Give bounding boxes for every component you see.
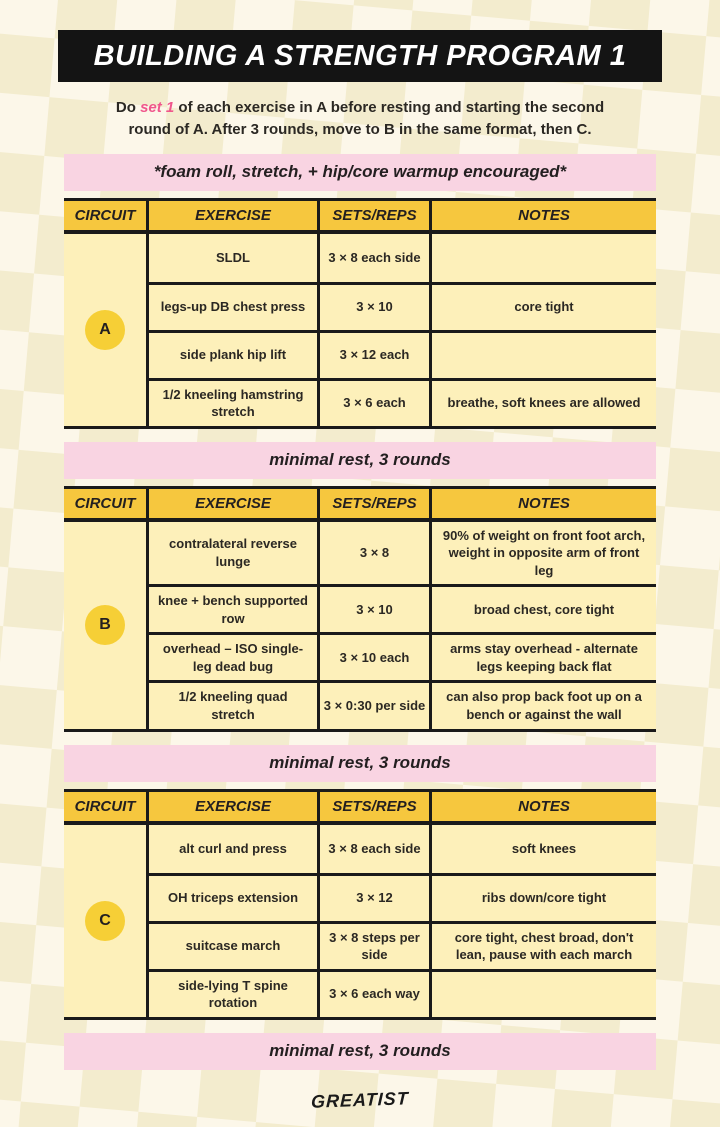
footer <box>64 1087 656 1112</box>
column-header-circuit: CIRCUIT <box>64 489 146 522</box>
intro-text <box>95 97 625 141</box>
column-header-notes: NOTES <box>429 792 656 825</box>
notes-cell: breathe, soft knees are allowed <box>429 378 656 426</box>
exercise-cell: contralateral reverse lunge <box>146 522 317 585</box>
notes-cell: 90% of weight on front foot arch, weight in opposite arm of front leg <box>429 522 656 585</box>
column-header-circuit: CIRCUIT <box>64 792 146 825</box>
intro-prefix: Do <box>115 99 141 116</box>
sets-reps-cell: 3 × 6 each way <box>317 969 429 1017</box>
rest-banner-text: minimal rest, 3 rounds <box>269 1041 451 1061</box>
warmup-banner-text: *foam roll, stretch, + hip/core warmup encouraged* <box>153 162 567 181</box>
notes-cell: core tight, chest broad, don't lean, pause with each march <box>429 921 656 969</box>
column-header-notes: NOTES <box>429 201 656 234</box>
circuit-b-cell <box>64 522 146 729</box>
sets-reps-cell: 3 × 10 <box>317 282 429 330</box>
sets-reps-cell: 3 × 10 each <box>317 632 429 680</box>
column-header-sets-reps: SETS/REPS <box>317 792 429 825</box>
page-title: BUILDING A STRENGTH PROGRAM 1 <box>93 39 627 72</box>
infographic <box>64 0 656 1111</box>
exercise-cell: knee + bench supported row <box>146 584 317 632</box>
rest-banner-text: minimal rest, 3 rounds <box>269 450 451 470</box>
notes-cell: core tight <box>429 282 656 330</box>
sets-reps-cell: 3 × 12 <box>317 873 429 921</box>
rest-banner-text: minimal rest, 3 rounds <box>269 753 451 773</box>
exercise-cell: suitcase march <box>146 921 317 969</box>
sets-reps-cell: 3 × 6 each <box>317 378 429 426</box>
circuit-a-table <box>64 198 656 429</box>
notes-cell: soft knees <box>429 825 656 873</box>
intro-highlight: set 1 <box>140 99 175 116</box>
greatist-logo: GREATIST <box>310 1087 410 1112</box>
sets-reps-cell: 3 × 12 each <box>317 330 429 378</box>
exercise-cell: legs-up DB chest press <box>146 282 317 330</box>
notes-cell <box>429 330 656 378</box>
notes-cell: ribs down/core tight <box>429 873 656 921</box>
rest-banner-2 <box>64 745 656 782</box>
exercise-cell: 1/2 kneeling hamstring stretch <box>146 378 317 426</box>
column-header-exercise: EXERCISE <box>146 201 317 234</box>
notes-cell <box>429 969 656 1017</box>
exercise-cell: SLDL <box>146 234 317 282</box>
circuit-c-cell <box>64 825 146 1017</box>
notes-cell: broad chest, core tight <box>429 584 656 632</box>
rest-banner-1 <box>64 442 656 479</box>
sets-reps-cell: 3 × 8 steps per side <box>317 921 429 969</box>
circuit-b-table <box>64 486 656 732</box>
column-header-exercise: EXERCISE <box>146 792 317 825</box>
column-header-exercise: EXERCISE <box>146 489 317 522</box>
column-header-sets-reps: SETS/REPS <box>317 201 429 234</box>
sets-reps-cell: 3 × 8 <box>317 522 429 585</box>
warmup-banner <box>64 154 656 191</box>
sets-reps-cell: 3 × 8 each side <box>317 234 429 282</box>
circuit-c-badge: C <box>85 901 125 941</box>
column-header-notes: NOTES <box>429 489 656 522</box>
sets-reps-cell: 3 × 8 each side <box>317 825 429 873</box>
column-header-sets-reps: SETS/REPS <box>317 489 429 522</box>
title-bar <box>58 30 662 82</box>
notes-cell <box>429 234 656 282</box>
circuit-a-badge: A <box>85 310 125 350</box>
circuit-c-table <box>64 789 656 1020</box>
notes-cell: arms stay overhead - alternate legs keeping back flat <box>429 632 656 680</box>
circuit-a-cell <box>64 234 146 426</box>
exercise-cell: overhead – ISO single-leg dead bug <box>146 632 317 680</box>
circuit-b-badge: B <box>85 605 125 645</box>
exercise-cell: 1/2 kneeling quad stretch <box>146 680 317 728</box>
column-header-circuit: CIRCUIT <box>64 201 146 234</box>
exercise-cell: OH triceps extension <box>146 873 317 921</box>
intro-suffix: of each exercise in A before resting and starting the second round of A. After 3 rounds, move to B in the same format, then C. <box>128 99 605 138</box>
rest-banner-3 <box>64 1033 656 1070</box>
exercise-cell: alt curl and press <box>146 825 317 873</box>
exercise-cell: side plank hip lift <box>146 330 317 378</box>
sets-reps-cell: 3 × 10 <box>317 584 429 632</box>
sets-reps-cell: 3 × 0:30 per side <box>317 680 429 728</box>
exercise-cell: side-lying T spine rotation <box>146 969 317 1017</box>
notes-cell: can also prop back foot up on a bench or against the wall <box>429 680 656 728</box>
